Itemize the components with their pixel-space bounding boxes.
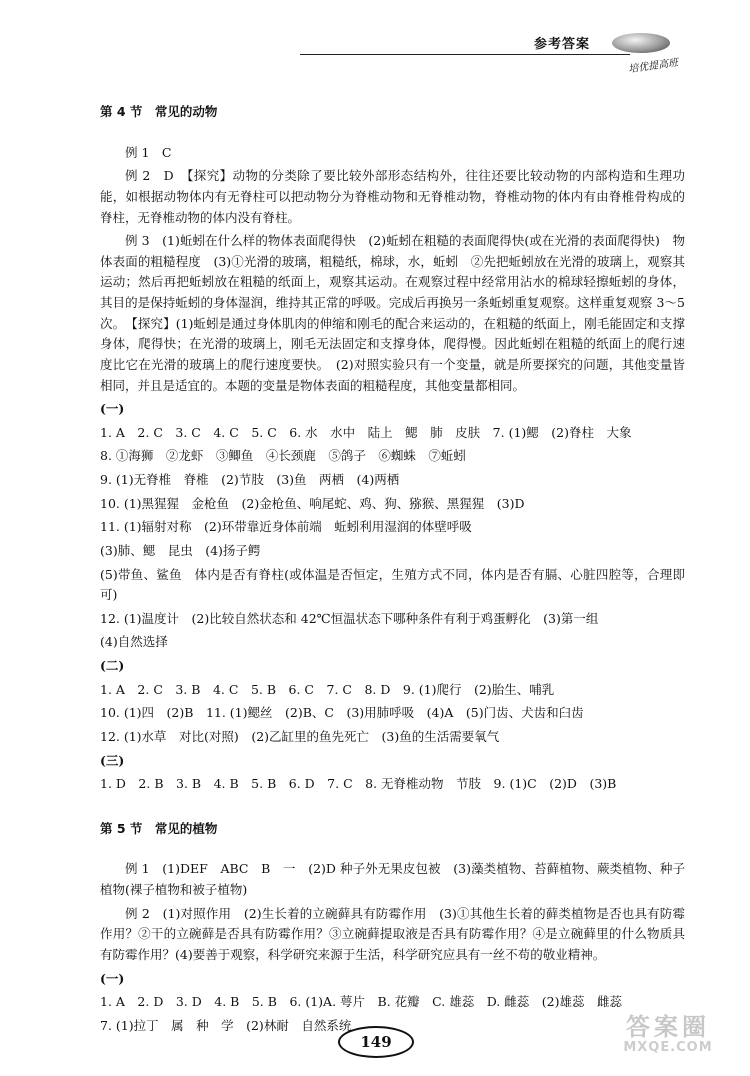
answer-line: 11. (1)辐射对称 (2)环带靠近身体前端 蚯蚓利用湿润的体壁呼吸	[100, 519, 472, 535]
exercise-group-1: (一)	[100, 970, 125, 986]
section-4-title: 第 4 节 常见的动物	[100, 104, 218, 119]
answer-line: 1. A 2. D 3. D 4. B 5. B 6. (1)A. 萼片 B. 花瓣 C. 雄蕊 D. 雌蕊 (2)雄蕊 雌蕊	[100, 994, 622, 1010]
example-2: 例 2 (1)对照作用 (2)生长着的立碗藓具有防霉作用 (3)①其他生长着的藓类植物是否也具有防霉作用？②干的立碗藓是否具有防霉作用？③立碗藓提取液是否具有防霉作用？④是立碗藓里的什么物质具有防霉作用？(4)要善于观察，科学研究来源于生活，科学研究应具有一丝不苟的敬业精神。	[100, 905, 685, 962]
example-3: 例 3 (1)蚯蚓在什么样的物体表面爬得快 (2)蚯蚓在粗糙的表面爬得快(或在光滑的表面爬得快) 物体表面的粗糙程度 (3)①光滑的玻璃，粗糙纸，棉球，水，蚯蚓 ②先把蚯蚓放在光滑的玻璃上，观察其运动；然后再把蚯蚓放在粗糙的纸面上，观察其运动。在观察过程中经常用沾水的棉球轻擦蚯蚓的身体，其目的是保持蚯蚓的身体湿润，维持其正常的呼吸。完成后再换另一条蚯蚓重复观察。这样重复观察 3～5 次。 【探究】(1)蚯蚓是通过身体肌肉的伸缩和刚毛的配合来运动的，在粗糙的纸面上，刚毛能固定和支撑身体，爬得快；在光滑的玻璃上，刚毛无法固定和支撑身体，爬得慢。因此蚯蚓在粗糙的纸面上的爬行速度比它在光滑的玻璃上的爬行速度要快。 (2)对照实验只有一个变量，就是所要探究的问题，其他变量皆相同，并且是适宜的。本题的变量是物体表面的粗糙程度，其他变量都相同。	[100, 233, 685, 393]
exercise-group-1: (一)	[100, 401, 125, 417]
header-rule	[300, 54, 630, 55]
answer-line: (4)自然选择	[100, 634, 168, 650]
answer-line: 10. (1)黑猩猩 金枪鱼 (2)金枪鱼、响尾蛇、鸡、狗、猕猴、黑猩猩 (3)D	[100, 495, 525, 511]
answer-line: 1. D 2. B 3. B 4. B 5. B 6. D 7. C 8. 无脊椎动物 节肢 9. (1)C (2)D (3)B	[100, 776, 617, 792]
exercise-group-2: (二)	[100, 658, 125, 673]
section-5-title: 第 5 节 常见的植物	[100, 820, 218, 836]
answer-line: 1. A 2. C 3. B 4. C 5. B 6. C 7. C 8. D 9. (1)爬行 (2)胎生、哺乳	[100, 681, 555, 697]
watermark-logo: 答案圈	[626, 1013, 710, 1041]
header-title: 参考答案	[533, 37, 590, 52]
answer-line: 12. (1)水草 对比(对照) (2)乙缸里的鱼先死亡 (3)鱼的生活需要氧气	[100, 728, 500, 744]
page-content	[100, 102, 685, 1039]
page-header	[300, 30, 700, 80]
page-number: 149	[338, 1026, 414, 1058]
answer-line: 7. (1)拉丁 属 种 学 (2)林耐 自然系统	[100, 1017, 352, 1033]
header-slogan: 培优提高班	[627, 57, 679, 76]
header-badge-icon	[612, 33, 670, 53]
example-1: 例 1 C	[125, 144, 172, 160]
answer-line: 1. A 2. C 3. C 4. C 5. C 6. 水 水中 陆上 鳃 肺 皮肤 7. (1)鳃 (2)脊柱 大象	[100, 424, 632, 440]
answer-line: 8. ①海狮 ②龙虾 ③鲫鱼 ④长颈鹿 ⑤鸽子 ⑥蜘蛛 ⑦蚯蚓	[100, 448, 466, 464]
answer-line: (5)带鱼、鲨鱼 体内是否有脊柱(或体温是否恒定，生殖方式不同，体内是否有膈、心脏四腔等，合理即可)	[100, 566, 685, 603]
exercise-group-3: (三)	[100, 752, 125, 768]
example-1: 例 1 (1)DEF ABC B 一 (2)D 种子外无果皮包被 (3)藻类植物、苔藓植物、蕨类植物、种子植物(裸子植物和被子植物)	[100, 861, 685, 897]
watermark	[602, 1014, 734, 1066]
watermark-url: MXQE.COM	[623, 1040, 713, 1055]
example-2: 例 2 D 【探究】动物的分类除了要比较外部形态结构外，往往还要比较动物的内部构造和生理功能，如根据动物体内有无脊柱可以把动物分为脊椎动物和无脊椎动物，脊椎动物的体内有由脊椎骨构成的脊柱，无脊椎动物的体内没有脊柱。	[100, 168, 685, 225]
answer-line: (3)肺、鳃 昆虫 (4)扬子鳄	[100, 542, 261, 558]
answer-line: 12. (1)温度计 (2)比较自然状态和 42℃恒温状态下哪种条件有利于鸡蛋孵化 (3)第一组	[100, 610, 599, 626]
answer-line: 10. (1)四 (2)B 11. (1)鳃丝 (2)B、C (3)用肺呼吸 (4)A (5)门齿、犬齿和臼齿	[100, 705, 584, 721]
answer-line: 9. (1)无脊椎 脊椎 (2)节肢 (3)鱼 两栖 (4)两栖	[100, 472, 400, 487]
